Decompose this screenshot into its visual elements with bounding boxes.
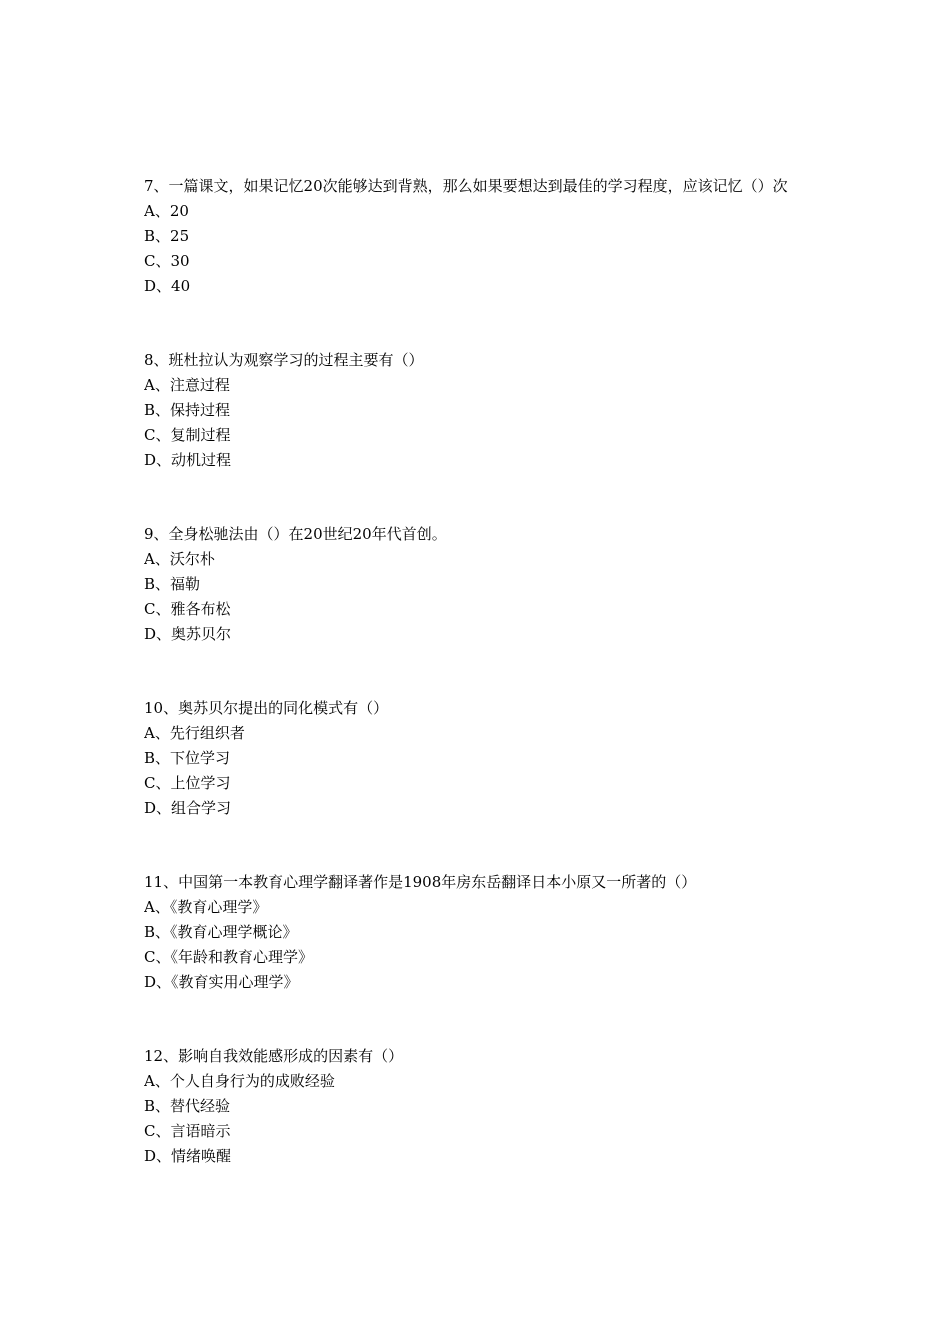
option-c: C、上位学习 xyxy=(144,774,231,792)
option-b: B、《教育心理学概论》 xyxy=(144,923,298,941)
option-d: D、组合学习 xyxy=(144,799,232,817)
question-stem: 11、中国第一本教育心理学翻译著作是1908年房东岳翻译日本小原又一所著的（） xyxy=(144,873,697,891)
question-7 xyxy=(144,174,814,299)
option-c: C、雅各布松 xyxy=(144,600,231,618)
question-stem: 10、奥苏贝尔提出的同化模式有（） xyxy=(144,699,389,717)
option-a: A、个人自身行为的成败经验 xyxy=(144,1072,335,1090)
option-a: A、《教育心理学》 xyxy=(144,898,268,916)
option-d: D、40 xyxy=(144,277,191,295)
option-a: A、沃尔朴 xyxy=(144,550,215,568)
option-d: D、情绪唤醒 xyxy=(144,1147,232,1165)
question-8 xyxy=(144,348,814,473)
option-b: B、福勒 xyxy=(144,575,201,593)
option-b: B、保持过程 xyxy=(144,401,231,419)
question-stem: 8、班杜拉认为观察学习的过程主要有（） xyxy=(144,351,424,369)
question-stem: 7、一篇课文，如果记忆20次能够达到背熟，那么如果要想达到最佳的学习程度，应该记忆（）次 xyxy=(144,177,788,195)
option-b: B、25 xyxy=(144,227,190,245)
question-9 xyxy=(144,522,814,647)
option-b: B、下位学习 xyxy=(144,749,231,767)
option-d: D、《教育实用心理学》 xyxy=(144,973,299,991)
question-12 xyxy=(144,1044,814,1169)
option-a: A、注意过程 xyxy=(144,376,230,394)
option-c: C、言语暗示 xyxy=(144,1122,231,1140)
question-stem: 9、全身松驰法由（）在20世纪20年代首创。 xyxy=(144,525,447,543)
option-c: C、复制过程 xyxy=(144,426,231,444)
question-stem: 12、影响自我效能感形成的因素有（） xyxy=(144,1047,404,1065)
option-b: B、替代经验 xyxy=(144,1097,231,1115)
option-d: D、动机过程 xyxy=(144,451,232,469)
option-a: A、20 xyxy=(144,202,189,220)
question-10 xyxy=(144,696,814,821)
option-d: D、奥苏贝尔 xyxy=(144,625,232,643)
option-c: C、《年龄和教育心理学》 xyxy=(144,948,313,966)
document-page xyxy=(144,174,814,1218)
question-11 xyxy=(144,870,814,995)
option-c: C、30 xyxy=(144,252,190,270)
option-a: A、先行组织者 xyxy=(144,724,245,742)
